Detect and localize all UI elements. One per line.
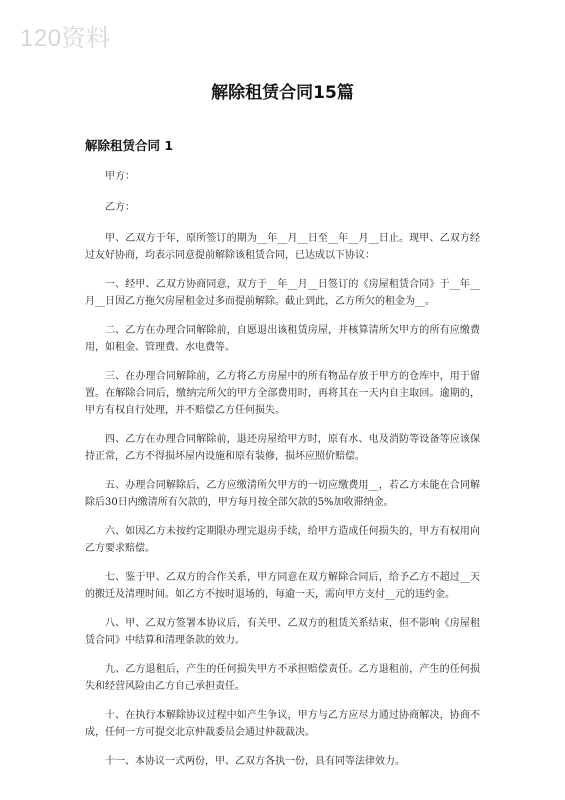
- clause-4: 四、乙方在办理合同解除前，退还房屋给甲方时，原有水、电及消防等设备等应该保持正常，乙方不得损坏屋内设施和原有装修，损坏应照价赔偿。: [85, 434, 480, 462]
- intro-paragraph: 甲、乙双方于年，原所签订的期为__年__月__日至__年__月__日止。现甲、乙双方经过友好协商，均表示同意提前解除该租赁合同，已达成以下协议：: [85, 233, 480, 261]
- clause-8: 八、甲、乙双方签署本协议后，有关甲、乙双方的租赁关系结束，但不影响《房屋租赁合同》中结算和清理条款的效力。: [85, 618, 480, 646]
- clause-5: 五、办理合同解除后，乙方应缴清所欠甲方的一切应缴费用__，若乙方未能在合同解除后30日内缴清所有欠款的，甲方每月按全部欠款的5%加收滞纳金。: [85, 480, 480, 508]
- party-b-line: 乙方：: [105, 202, 135, 213]
- section-title: 解除租赁合同 1: [85, 138, 174, 153]
- document-title: 解除租赁合同15篇: [211, 83, 354, 103]
- watermark-logo: 120资料: [20, 25, 111, 52]
- document-body: [85, 168, 480, 782]
- clause-1: 一、经甲、乙双方协商同意，双方于__年__月__日签订的《房屋租赁合同》于__年__月__日因乙方拖欠房屋租金过多而提前解除。截止到此，乙方所欠的租金为__。: [85, 279, 480, 307]
- party-a-line: 甲方：: [105, 171, 135, 182]
- clause-3: 三、在办理合同解除前，乙方将乙方房屋中的所有物品存放于甲方的仓库中，用于留置。在解除合同后，缴纳完所欠的甲方全部费用时，再将其在一天内自主取回。逾期的，甲方有权自行处理，并不赔偿乙方任何损失。: [85, 371, 480, 416]
- clause-11: 十一、本协议一式两份，甲、乙双方各执一份，具有同等法律效力。: [105, 756, 405, 767]
- clause-2: 二、乙方在办理合同解除前，自愿退出该租赁房屋，并核算清所欠甲方的所有应缴费用，如租金、管理费、水电费等。: [85, 325, 480, 353]
- clause-10: 十、在执行本解除协议过程中如产生争议，甲方与乙方应尽力通过协商解决，协商不成，任何一方可提交北京仲裁委员会通过仲裁裁决。: [85, 710, 480, 738]
- clause-9: 九、乙方退租后，产生的任何损失甲方不承担赔偿责任。乙方退租前，产生的任何损失和经营风险由乙方自己承担责任。: [85, 664, 480, 692]
- clause-7: 七、鉴于甲、乙双方的合作关系，甲方同意在双方解除合同后，给予乙方不超过__天的搬迁及清理时间。如乙方不按时退场的，每逾一天，需向甲方支付__元的违约金。: [85, 572, 480, 600]
- clause-6: 六、如因乙方未按约定期限办理完退房手续，给甲方造成任何损失的，甲方有权用向乙方要求赔偿。: [85, 526, 480, 554]
